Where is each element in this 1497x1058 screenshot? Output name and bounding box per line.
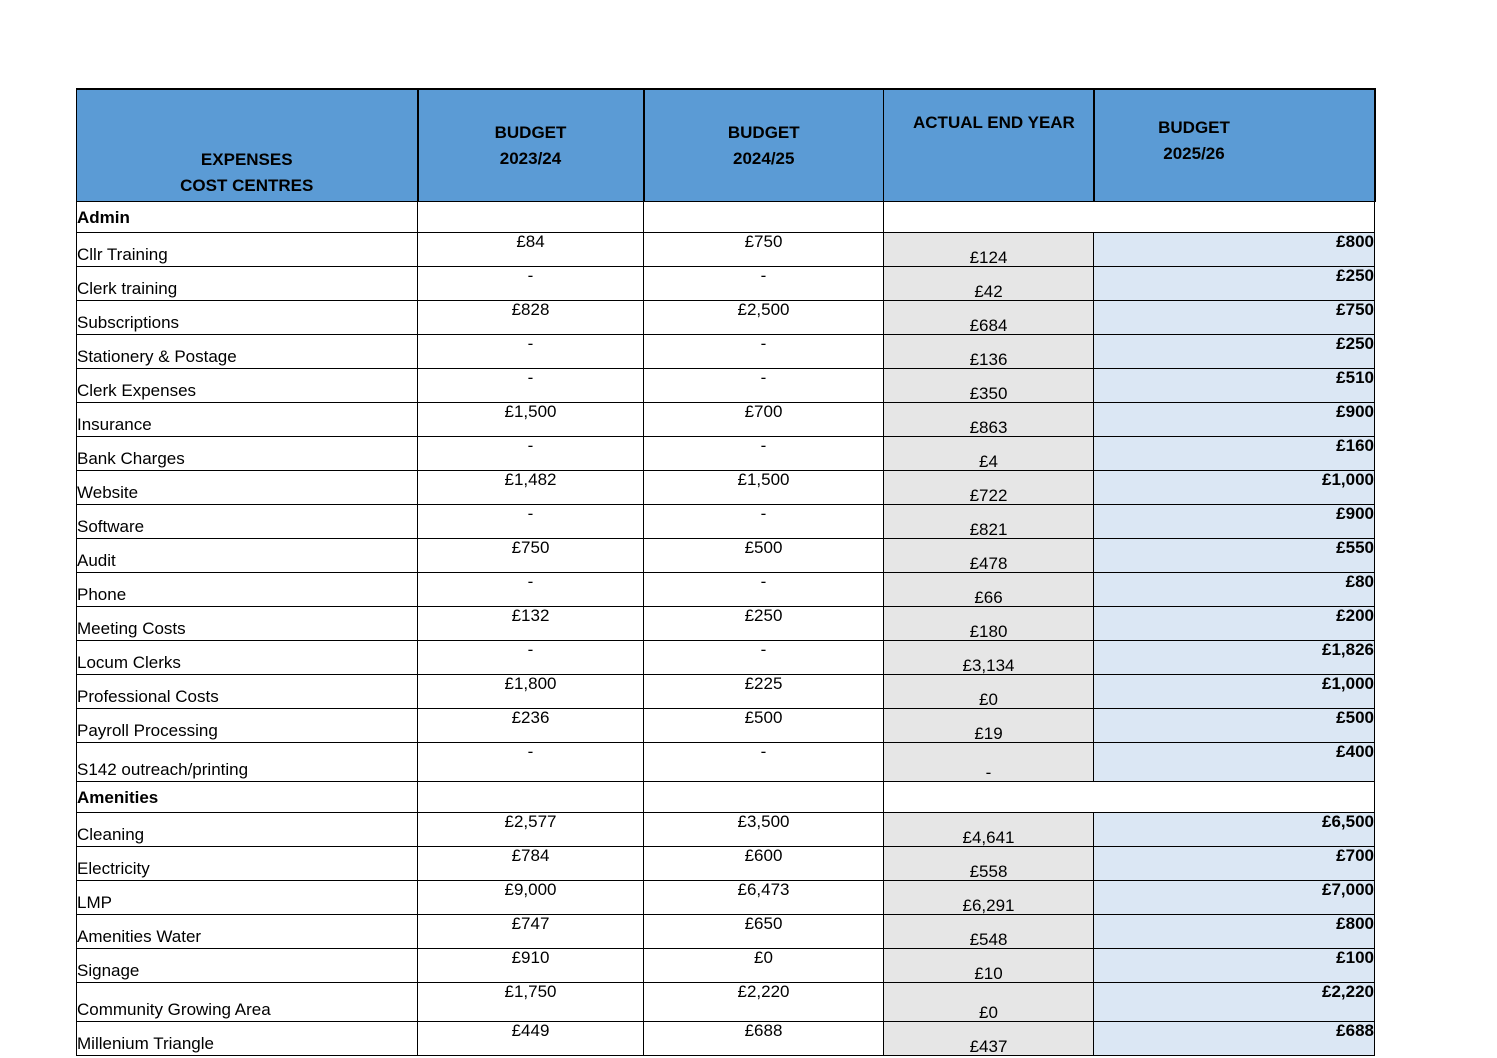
cost-centre-name: Meeting Costs bbox=[77, 607, 418, 641]
header-actual-end-year bbox=[884, 89, 1094, 202]
budget-2023-24-value: £750 bbox=[418, 539, 644, 573]
cost-centre-name: Insurance bbox=[77, 403, 418, 437]
actual-end-year-value: £684 bbox=[884, 301, 1094, 335]
budget-2024-25-value: - bbox=[644, 505, 884, 539]
budget-2024-25-value: - bbox=[644, 335, 884, 369]
table-row bbox=[77, 915, 1375, 949]
budget-2025-26-value: £80 bbox=[1094, 573, 1375, 607]
budget-2025-26-value: £7,000 bbox=[1094, 881, 1375, 915]
cost-centre-name: Electricity bbox=[77, 847, 418, 881]
budget-2023-24-value: £132 bbox=[418, 607, 644, 641]
header-budget-2024-25-line1: BUDGET bbox=[727, 122, 800, 142]
budget-2025-26-value: £700 bbox=[1094, 847, 1375, 881]
budget-2025-26-value: £550 bbox=[1094, 539, 1375, 573]
budget-2023-24-value: - bbox=[418, 573, 644, 607]
budget-2025-26-value: £1,000 bbox=[1094, 675, 1375, 709]
cost-centre-name: Community Growing Area bbox=[77, 983, 418, 1022]
header-actual-end-year-label: ACTUAL END YEAR bbox=[913, 113, 1075, 132]
budget-2025-26-value: £500 bbox=[1094, 709, 1375, 743]
actual-end-year-value: £548 bbox=[884, 915, 1094, 949]
budget-2024-25-value: £500 bbox=[644, 709, 884, 743]
budget-2024-25-value: £0 bbox=[644, 949, 884, 983]
actual-end-year-value: £124 bbox=[884, 233, 1094, 267]
budget-2025-26-value: £250 bbox=[1094, 267, 1375, 301]
table-body bbox=[77, 202, 1375, 1056]
table-row bbox=[77, 709, 1375, 743]
header-budget-2025-26-line2: 2025/26 bbox=[1163, 143, 1225, 163]
table-row bbox=[77, 267, 1375, 301]
table-row bbox=[77, 301, 1375, 335]
cost-centre-name: Amenities Water bbox=[77, 915, 418, 949]
budget-2023-24-value: £9,000 bbox=[418, 881, 644, 915]
cost-centre-name: Clerk Expenses bbox=[77, 369, 418, 403]
section-row-amenities bbox=[77, 782, 1375, 813]
table-row bbox=[77, 335, 1375, 369]
header-budget-2024-25 bbox=[644, 89, 884, 202]
budget-2023-24-value: £910 bbox=[418, 949, 644, 983]
cost-centre-name: Phone bbox=[77, 573, 418, 607]
cost-centre-name: Audit bbox=[77, 539, 418, 573]
section-empty-cell bbox=[418, 202, 644, 233]
budget-2025-26-value: £400 bbox=[1094, 743, 1375, 782]
section-empty-cell bbox=[884, 782, 1375, 813]
actual-end-year-value: £4,641 bbox=[884, 813, 1094, 847]
table-row bbox=[77, 505, 1375, 539]
budget-2025-26-value: £688 bbox=[1094, 1022, 1375, 1056]
header-budget-2023-24 bbox=[418, 89, 644, 202]
actual-end-year-value: £0 bbox=[884, 675, 1094, 709]
cost-centre-name: Signage bbox=[77, 949, 418, 983]
budget-2023-24-value: £1,750 bbox=[418, 983, 644, 1022]
budget-2025-26-value: £100 bbox=[1094, 949, 1375, 983]
header-cost-centres-line2: COST CENTRES bbox=[180, 176, 314, 195]
table-row bbox=[77, 573, 1375, 607]
header-budget-2024-25-line2: 2024/25 bbox=[733, 148, 795, 168]
header-budget-2023-24-line1: BUDGET bbox=[494, 122, 567, 142]
budget-2023-24-value: £1,800 bbox=[418, 675, 644, 709]
header-cost-centres bbox=[77, 89, 418, 202]
budget-2025-26-value: £750 bbox=[1094, 301, 1375, 335]
budget-2025-26-value: £1,826 bbox=[1094, 641, 1375, 675]
table-row bbox=[77, 539, 1375, 573]
table-row bbox=[77, 233, 1375, 267]
budget-2024-25-value: £2,220 bbox=[644, 983, 884, 1022]
actual-end-year-value: £350 bbox=[884, 369, 1094, 403]
budget-2025-26-value: £510 bbox=[1094, 369, 1375, 403]
section-title: Amenities bbox=[77, 782, 418, 813]
table-row bbox=[77, 949, 1375, 983]
table-row bbox=[77, 369, 1375, 403]
budget-2025-26-value: £200 bbox=[1094, 607, 1375, 641]
section-empty-cell bbox=[418, 782, 644, 813]
budget-2023-24-value: £84 bbox=[418, 233, 644, 267]
budget-2023-24-value: - bbox=[418, 641, 644, 675]
actual-end-year-value: - bbox=[884, 743, 1094, 782]
budget-2025-26-value: £160 bbox=[1094, 437, 1375, 471]
table-row bbox=[77, 847, 1375, 881]
actual-end-year-value: £821 bbox=[884, 505, 1094, 539]
section-empty-cell bbox=[644, 782, 884, 813]
budget-2025-26-value: £6,500 bbox=[1094, 813, 1375, 847]
table-row bbox=[77, 471, 1375, 505]
table-row bbox=[77, 743, 1375, 782]
header-cost-centres-line1: EXPENSES bbox=[200, 150, 293, 169]
budget-2024-25-value: £688 bbox=[644, 1022, 884, 1056]
table-row bbox=[77, 675, 1375, 709]
table-row bbox=[77, 403, 1375, 437]
budget-2024-25-value: £750 bbox=[644, 233, 884, 267]
cost-centre-name: Cleaning bbox=[77, 813, 418, 847]
budget-2024-25-value: - bbox=[644, 267, 884, 301]
budget-2023-24-value: £784 bbox=[418, 847, 644, 881]
budget-2023-24-value: - bbox=[418, 267, 644, 301]
cost-centre-name: Subscriptions bbox=[77, 301, 418, 335]
actual-end-year-value: £19 bbox=[884, 709, 1094, 743]
budget-2023-24-value: £236 bbox=[418, 709, 644, 743]
table-row bbox=[77, 641, 1375, 675]
actual-end-year-value: £4 bbox=[884, 437, 1094, 471]
table-row bbox=[77, 881, 1375, 915]
cost-centre-name: Professional Costs bbox=[77, 675, 418, 709]
table-row bbox=[77, 983, 1375, 1022]
budget-2024-25-value: £2,500 bbox=[644, 301, 884, 335]
budget-2024-25-value: £6,473 bbox=[644, 881, 884, 915]
budget-2023-24-value: - bbox=[418, 369, 644, 403]
header-budget-2025-26-line1: BUDGET bbox=[1158, 117, 1230, 137]
budget-2024-25-value: £3,500 bbox=[644, 813, 884, 847]
actual-end-year-value: £6,291 bbox=[884, 881, 1094, 915]
table-row bbox=[77, 607, 1375, 641]
budget-2024-25-value: £500 bbox=[644, 539, 884, 573]
cost-centre-name: Website bbox=[77, 471, 418, 505]
budget-2023-24-value: - bbox=[418, 437, 644, 471]
cost-centre-name: LMP bbox=[77, 881, 418, 915]
actual-end-year-value: £136 bbox=[884, 335, 1094, 369]
budget-2025-26-value: £2,220 bbox=[1094, 983, 1375, 1022]
cost-centre-name: S142 outreach/printing bbox=[77, 743, 418, 782]
cost-centre-name: Bank Charges bbox=[77, 437, 418, 471]
budget-2025-26-value: £800 bbox=[1094, 915, 1375, 949]
header-budget-2025-26 bbox=[1094, 89, 1375, 202]
budget-2025-26-value: £900 bbox=[1094, 505, 1375, 539]
actual-end-year-value: £478 bbox=[884, 539, 1094, 573]
cost-centre-name: Millenium Triangle bbox=[77, 1022, 418, 1056]
header-budget-2023-24-line2: 2023/24 bbox=[499, 148, 562, 168]
section-row-admin bbox=[77, 202, 1375, 233]
budget-2023-24-value: - bbox=[418, 335, 644, 369]
budget-2023-24-value: £1,482 bbox=[418, 471, 644, 505]
budget-2024-25-value: £600 bbox=[644, 847, 884, 881]
budget-2025-26-value: £900 bbox=[1094, 403, 1375, 437]
budget-2023-24-value: £828 bbox=[418, 301, 644, 335]
actual-end-year-value: £722 bbox=[884, 471, 1094, 505]
budget-2024-25-value: - bbox=[644, 437, 884, 471]
table-header bbox=[77, 89, 1375, 202]
cost-centre-name: Payroll Processing bbox=[77, 709, 418, 743]
budget-2023-24-value: £2,577 bbox=[418, 813, 644, 847]
cost-centre-name: Clerk training bbox=[77, 267, 418, 301]
actual-end-year-value: £3,134 bbox=[884, 641, 1094, 675]
budget-2024-25-value: £700 bbox=[644, 403, 884, 437]
budget-2024-25-value: - bbox=[644, 369, 884, 403]
actual-end-year-value: £10 bbox=[884, 949, 1094, 983]
section-title: Admin bbox=[77, 202, 418, 233]
table-row bbox=[77, 437, 1375, 471]
budget-2024-25-value: - bbox=[644, 573, 884, 607]
budget-2023-24-value: £1,500 bbox=[418, 403, 644, 437]
budget-2025-26-value: £800 bbox=[1094, 233, 1375, 267]
section-empty-cell bbox=[884, 202, 1375, 233]
budget-2024-25-value: - bbox=[644, 743, 884, 782]
cost-centre-name: Locum Clerks bbox=[77, 641, 418, 675]
section-empty-cell bbox=[644, 202, 884, 233]
actual-end-year-value: £66 bbox=[884, 573, 1094, 607]
budget-2024-25-value: £225 bbox=[644, 675, 884, 709]
budget-2024-25-value: £1,500 bbox=[644, 471, 884, 505]
actual-end-year-value: £42 bbox=[884, 267, 1094, 301]
budget-2024-25-value: £250 bbox=[644, 607, 884, 641]
budget-2023-24-value: - bbox=[418, 743, 644, 782]
budget-2024-25-value: £650 bbox=[644, 915, 884, 949]
budget-2023-24-value: £449 bbox=[418, 1022, 644, 1056]
table-row bbox=[77, 813, 1375, 847]
actual-end-year-value: £863 bbox=[884, 403, 1094, 437]
cost-centre-name: Cllr Training bbox=[77, 233, 418, 267]
budget-2023-24-value: - bbox=[418, 505, 644, 539]
actual-end-year-value: £558 bbox=[884, 847, 1094, 881]
actual-end-year-value: £180 bbox=[884, 607, 1094, 641]
table-row bbox=[77, 1022, 1375, 1056]
actual-end-year-value: £0 bbox=[884, 983, 1094, 1022]
budget-2025-26-value: £1,000 bbox=[1094, 471, 1375, 505]
budget-2024-25-value: - bbox=[644, 641, 884, 675]
budget-2025-26-value: £250 bbox=[1094, 335, 1375, 369]
budget-table bbox=[76, 88, 1376, 1056]
cost-centre-name: Stationery & Postage bbox=[77, 335, 418, 369]
cost-centre-name: Software bbox=[77, 505, 418, 539]
actual-end-year-value: £437 bbox=[884, 1022, 1094, 1056]
budget-2023-24-value: £747 bbox=[418, 915, 644, 949]
